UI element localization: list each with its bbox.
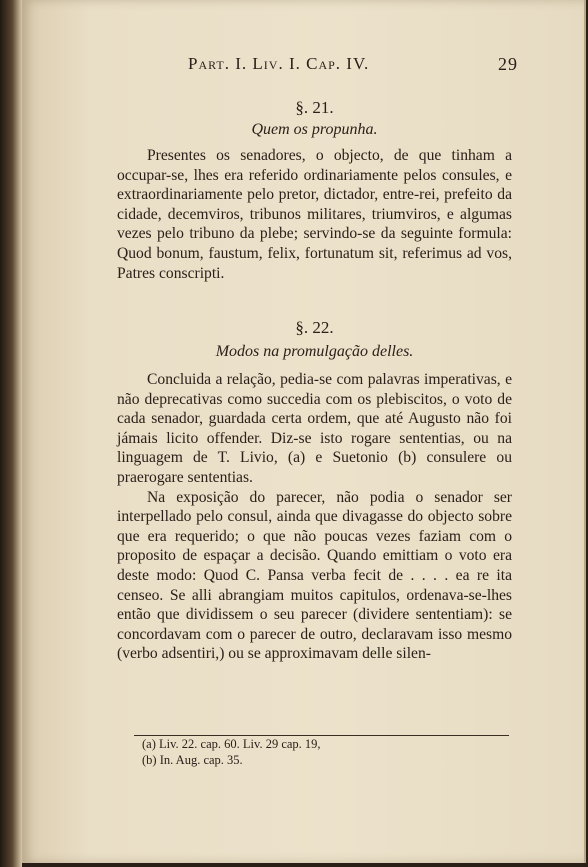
section-21-title: Quem os propunha. — [251, 121, 378, 138]
paragraph: Presentes os senadores, o objecto, de que tinham a occupar-se, lhes era referido ordinariamente pelos consules, e extraordinariamente pelo pretor, dictador, entre-rei, prefeito da cidade, decemviros, tribunos militares, triumviros, e algumas vezes pelo tribuno da plebe; servindo-se da seguinte formula: Quod bonum, faustum, felix, fortunatum sit, referimus ad vos, Patres conscripti. — [117, 147, 512, 282]
book-page — [22, 0, 584, 863]
running-header — [188, 50, 518, 80]
footnotes — [142, 736, 502, 768]
footnote-a: (a) Liv. 22. cap. 60. Liv. 29 cap. 19, — [142, 737, 321, 751]
running-title: Part. I. Liv. I. Cap. IV. — [188, 54, 370, 73]
book-spine — [0, 0, 22, 867]
section-22-heading: §. 22. — [295, 318, 334, 337]
section-21-body — [117, 146, 512, 283]
section-22-body — [117, 370, 512, 664]
footnote-b: (b) In. Aug. cap. 35. — [142, 753, 243, 767]
paragraph: Na exposição do parecer, não podia o senador ser interpellado pelo consul, ainda que divagasse do objecto sobre que era requerido; o que não poucas vezes faziam com o proposito de espaçar a decisão. Quando emittiam o voto era deste modo: Quod C. Pansa verba fecit de . . . . ea re ita censeo. Se alli abrangiam muitos capitulos, ordenava-se-lhes então que dividissem o seu parecer (dividere sententiam): se concordavam com o parecer de outro, declaravam isso mesmo (verbo adsentiri,) ou se approximavam delle silen- — [117, 488, 512, 663]
section-22-title: Modos na promulgação delles. — [215, 343, 414, 360]
page-number: 29 — [498, 54, 518, 74]
section-21-heading: §. 21. — [295, 98, 334, 117]
page-edge — [584, 0, 586, 863]
paragraph: Concluida a relação, pedia-se com palavras imperativas, e não deprecativas como succedia com os plebiscitos, o voto de cada senador, guardada certa ordem, que até Augusto não foi jámais licito offender. Diz-se isto rogare sententias, ou na linguagem de T. Livio, (a) e Suetonio (b) consulere ou praerogare sententias. — [117, 371, 512, 486]
